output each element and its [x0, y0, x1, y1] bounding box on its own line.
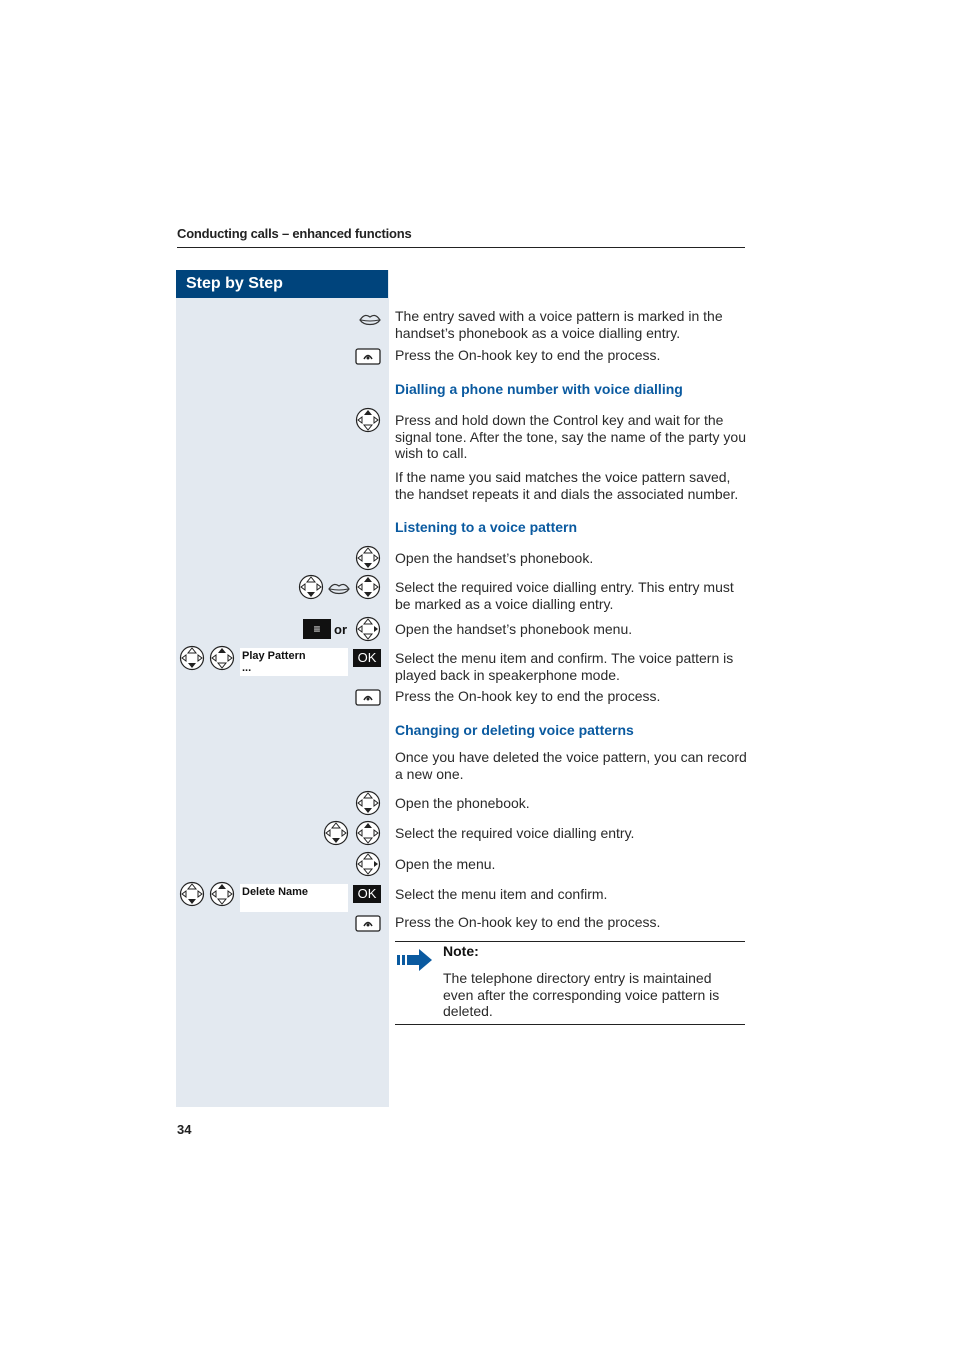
onhook-key-icon	[355, 343, 381, 369]
header-divider	[177, 247, 745, 248]
menu-display-play-pattern	[240, 648, 348, 676]
section-header: Conducting calls – enhanced functions	[177, 226, 412, 241]
lips-icon	[326, 576, 352, 602]
menu-key-icon: ≡	[303, 619, 331, 639]
changing-text-2: Select the required voice dialling entry.	[395, 825, 635, 841]
note-bottom-rule	[395, 1024, 745, 1025]
listening-text-2: Select the required voice dialling entry. This entry must be marked as a voice dialling entry.	[395, 579, 734, 612]
listening-text-4: Select the menu item and confirm. The voice pattern is played back in speakerphone mode.	[395, 650, 734, 683]
onhook-text-1: Press the On-hook key to end the process.	[395, 347, 661, 363]
menu-display-delete-name	[240, 884, 348, 912]
listening-text-5: Press the On-hook key to end the process.	[395, 688, 661, 704]
changing-intro: Once you have deleted the voice pattern, you can record a new one.	[395, 749, 747, 782]
voice-entry-text: The entry saved with a voice pattern is marked in the handset’s phonebook as a voice dialling entry.	[395, 308, 723, 341]
sidebar-title: Step by Step	[176, 270, 388, 298]
note-body: The telephone directory entry is maintained even after the corresponding voice pattern is deleted.	[443, 970, 720, 1019]
control-key-icon	[209, 645, 235, 671]
note-top-rule	[395, 941, 745, 942]
dialling-text-2: If the name you said matches the voice pattern saved, the handset repeats it and dials the associated number.	[395, 469, 739, 502]
control-key-icon	[355, 790, 381, 816]
ok-key: OK	[353, 885, 381, 903]
menu-more-indicator: ...	[242, 662, 252, 674]
onhook-key-icon	[355, 910, 381, 936]
control-key-icon	[179, 881, 205, 907]
control-key-icon	[355, 545, 381, 571]
ok-key: OK	[353, 649, 381, 667]
control-key-icon	[355, 820, 381, 846]
changing-text-1: Open the phonebook.	[395, 795, 530, 811]
onhook-key-icon	[355, 684, 381, 710]
section-heading-listening: Listening to a voice pattern	[395, 519, 578, 535]
note-arrow-icon	[397, 948, 433, 972]
menu-item-label: Play Pattern	[242, 650, 306, 662]
note-title: Note:	[443, 943, 479, 959]
control-key-icon	[355, 616, 381, 642]
dialling-text-1: Press and hold down the Control key and wait for the signal tone. After the tone, say the name of the party you wish to call.	[395, 412, 746, 461]
listening-text-3: Open the handset’s phonebook menu.	[395, 621, 633, 637]
control-key-icon	[209, 881, 235, 907]
page-number: 34	[177, 1122, 192, 1137]
control-key-icon	[298, 574, 324, 600]
control-key-icon	[355, 851, 381, 877]
menu-item-label: Delete Name	[242, 886, 309, 898]
listening-text-1: Open the handset’s phonebook.	[395, 550, 594, 566]
control-key-icon	[355, 574, 381, 600]
control-key-icon	[355, 407, 381, 433]
changing-text-4: Select the menu item and confirm.	[395, 886, 608, 902]
section-heading-dialling: Dialling a phone number with voice dialling	[395, 381, 683, 397]
changing-text-3: Open the menu.	[395, 856, 496, 872]
control-key-icon	[179, 645, 205, 671]
lips-icon	[357, 307, 383, 333]
or-label: or	[334, 622, 347, 637]
control-key-icon	[323, 820, 349, 846]
changing-text-5: Press the On-hook key to end the process.	[395, 914, 661, 930]
section-heading-changing: Changing or deleting voice patterns	[395, 722, 634, 738]
